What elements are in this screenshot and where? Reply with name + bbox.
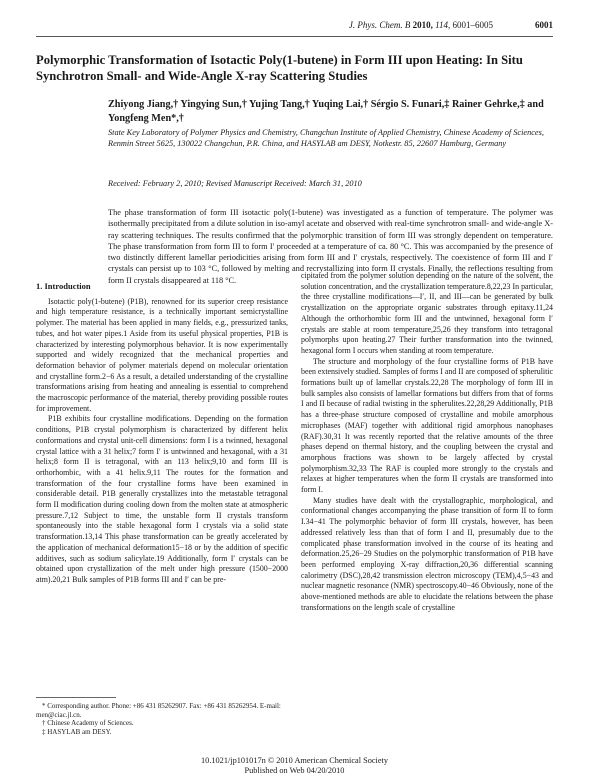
journal-volume: 114, xyxy=(435,20,451,30)
author-list: Zhiyong Jiang,† Yingying Sun,† Yujing Tang,† Yuqing Lai,† Sérgio S. Funari,‡ Rainer Gehrke,‡ and Yongfeng Men*,† xyxy=(108,99,544,124)
left-column xyxy=(36,281,288,586)
paragraph: P1B exhibits four crystalline modifications. Depending on the formation conditions, P1B crystal polymorphism is characterized by different helix conformations and crystal unit-cell dimensions: form I is a twinned, hexagonal crystal lattice with a 31 helix;7 form I′ is untwinned and hexagonal, with a 31 helix;8 form II is tetragonal, with an 113 helix;9,10 and form III is orthorhombic, with a 41 helix.9,11 The routes for the formation and transformation of the four crystalline forms have been examined in considerable detail. P1B generally crystallizes into the metastable tetragonal form II modification during cooling down from the molten state at atmospheric pressure.7,12 Subject to time, the unstable form II crystals transform spontaneously into the stable hexagonal form I crystals via a solid state transformation.13,14 This phase transformation can be greatly accelerated by the application of mechanical deformation15−18 or by the addition of specific additives, such as sodium salicylate.19 Additionally, form I′ crystals can be obtained upon crystallization of the melt under high pressure (1500−2000 atm).20,21 Bulk samples of P1B forms III and I′ can be pre- xyxy=(36,414,288,584)
paragraph: Many studies have dealt with the crystallographic, morphological, and conformational changes accompanying the phase transition of form II to form I.34−41 The polymorphic behavior of form III crystals, however, has been addressed relatively less than that of form I and II, presumably due to the complicated phase transformation involved in the course of its heating and deformation.25,26−29 Studies on the polymorphic transformation of P1B have been performed employing X-ray diffraction,20,36 differential scanning calorimetry (DSC),28,42 transmission electron microscopy (TEM),4,5−43 and nuclear magnetic resonance (NMR) spectroscopy.40−46 Obviously, none of the above-mentioned methods are able to elucidate the relations between the phase transformations on the length scale of crystalline xyxy=(301,495,553,612)
paragraph: Isotactic poly(1-butene) (P1B), renowned for its superior creep resistance and high temperature resistance, is a technically important semicrystalline polymer. The material has been applied in many fields, e.g., pressurized tanks, tubes, and hot water pipes.1 Aside from its useful physical properties, P1B is characterized by interesting polymorphous behavior. It is now experimentally supported and widely recognized that the mechanical properties and deformation behavior of polymer materials depend on molecular orientation and crystalline form.2−6 As a result, a detailed understanding of the crystalline transformations arising from heating and annealing is essential to comprehend the macroscopic performance of the material, thereby providing possible routes for improvement. xyxy=(36,296,288,413)
paragraph: The structure and morphology of the four crystalline forms of P1B have been extensively studied. Samples of forms I and II are composed of spherulitic formations built up of lamellar crystals.22,28 The morphology of form III in bulk samples also consists of lamellar formations but differs from that of forms I and II because of radial twisting in the spherulites.22,28,29 Additionally, P1B has a three-phase structure composed of crystalline and mobile amorphous microphases (MAF) together with additional rigid amorphous nanophases (RAF).30,31 It was recently reported that the relative amounts of the three phases depend on thermal history, and the coupling between the crystal and amorphous fractions was shown to be largely affected by crystal polymorphism.32,33 The RAF is coupled more strongly to the crystals and relaxes at higher temperatures when the form II crystals are transformed into form I. xyxy=(301,356,553,495)
abstract: The phase transformation of form III isotactic poly(1-butene) was investigated as a function of temperature. The polymer was isothermally precipitated from a dilute solution in iso-amyl acetate and observed with real-time synchrotron small- and wide-angle X-ray scattering techniques. The results confirmed that the polymorphic transition of form III was strongly dependent on temperature. The phase transformation from form III to form I′ proceeded at a temperature of ca. 80 °C. This was accompanied by the presence of two distinctly different lamellar periodicities arising from form III and I′ crystals, respectively. The coexistence of form III and I′ crystals can persist up to 103 °C, followed by melting and recrystallizing into form II crystals. Finally, the reflections resulting from form II crystals disappeared at 118 °C. xyxy=(108,208,553,285)
paragraph: cipitated from the polymer solution depending on the nature of the solvent, the solution concentration, and the crystallization temperature.8,22,23 In particular, the three crystalline modifications—I′, II, and III—can be generated by bulk crystallization on the appropriate organic substrates through epitaxy.11,24 Although the orthorhombic form III and the untwinned, hexagonal form I′ crystals are stable at room temperature,25,26 they transform into tetragonal polymorphs upon heating.27 Their further transformation into the twinned, hexagonal form I occurs when standing at room temperature. xyxy=(301,271,553,355)
article-title: Polymorphic Transformation of Isotactic Poly(1-butene) in Form III upon Heating: In Situ Synchrotron Small- and Wide-Angle X-ray Scattering Studies xyxy=(36,53,523,83)
page-number: 6001 xyxy=(535,20,553,30)
journal-pages: 6001–6005 xyxy=(452,20,493,30)
doi-copyright: 10.1021/jp101017n © 2010 American Chemical Society xyxy=(201,756,388,765)
footnotes xyxy=(36,702,288,736)
running-header xyxy=(36,20,553,34)
footnote: † Chinese Academy of Sciences. xyxy=(42,719,134,728)
footnote: ‡ HASYLAB am DESY. xyxy=(42,727,112,736)
journal-citation xyxy=(349,20,493,30)
footnote-divider xyxy=(36,697,116,698)
footnote: * Corresponding author. Phone: +86 431 85262907. Fax: +86 431 85262954. E-mail: men@ciac.jl.cn. xyxy=(36,702,281,719)
published-date: Published on Web 04/20/2010 xyxy=(244,766,345,775)
journal-year: 2010, xyxy=(412,20,433,30)
section-heading: 1. Introduction xyxy=(36,281,91,291)
affiliation: State Key Laboratory of Polymer Physics and Chemistry, Changchun Institute of Applied Chemistry, Chinese Academy of Sciences, Renmin Street 5625, 130022 Changchun, P.R. China, and HASYLAB am DESY, Notkestr. 85, 22607 Hamburg, Germany xyxy=(108,128,544,148)
page-footer xyxy=(0,756,589,776)
header-divider xyxy=(36,36,553,37)
right-column xyxy=(301,271,553,614)
received-dates: Received: February 2, 2010; Revised Manuscript Received: March 31, 2010 xyxy=(108,179,362,188)
journal-name: J. Phys. Chem. B xyxy=(348,20,411,30)
